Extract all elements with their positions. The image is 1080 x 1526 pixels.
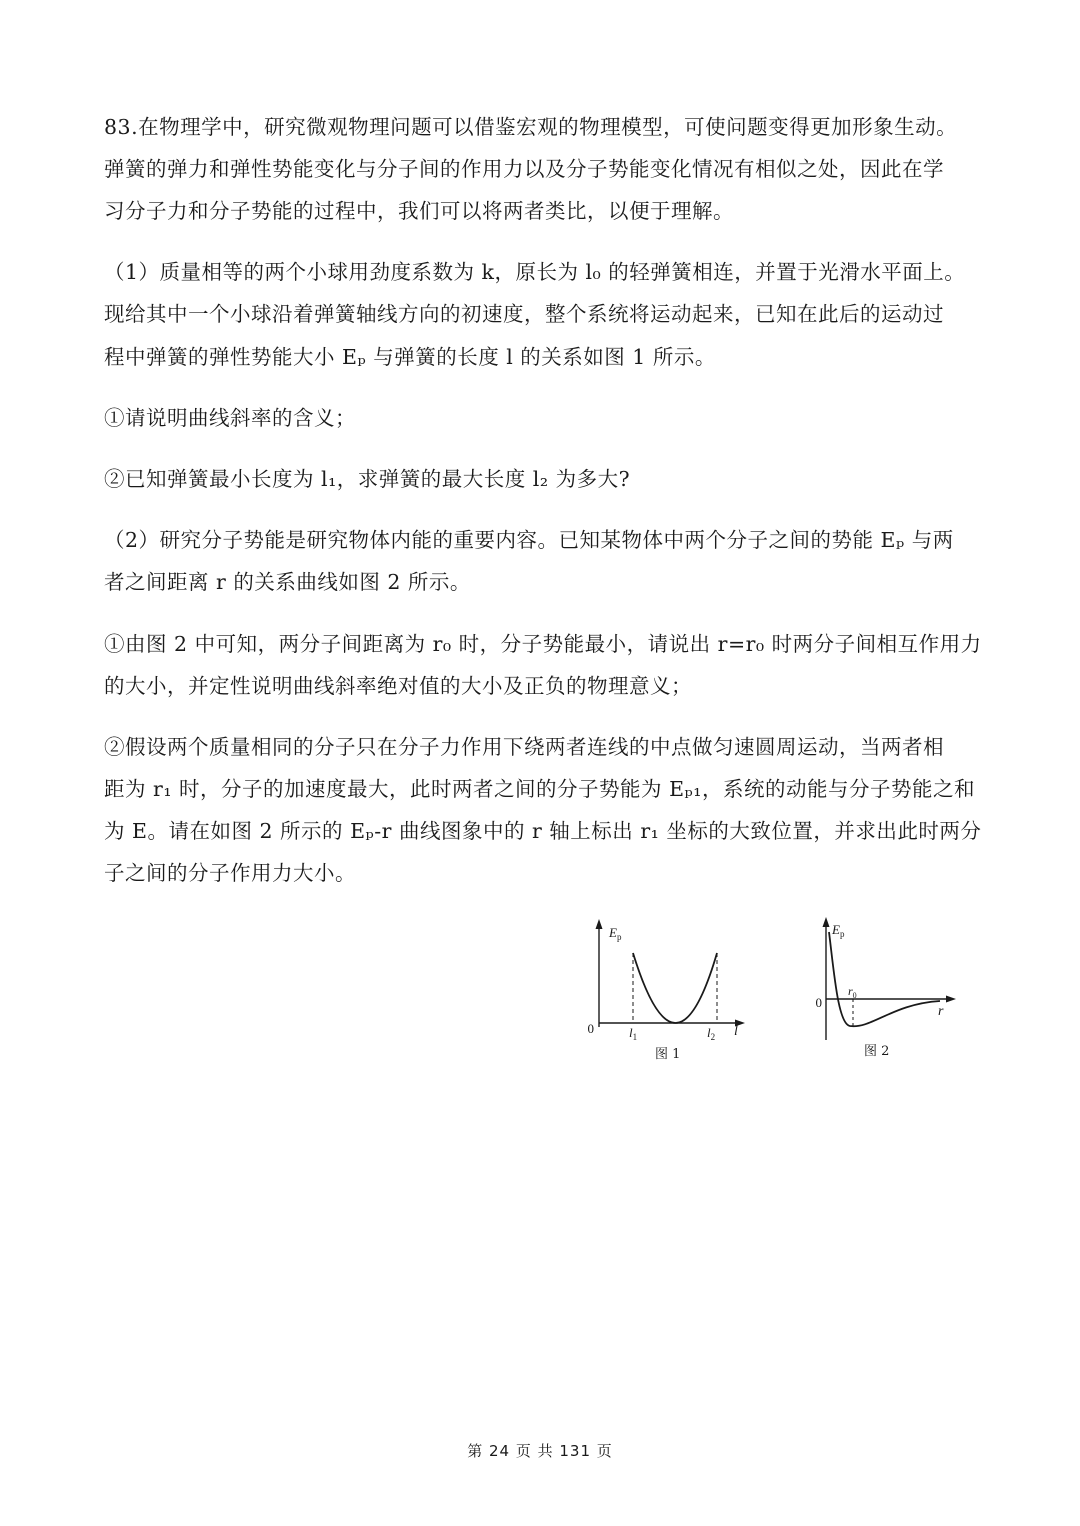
figure-1-tick-l1: $l_1$ xyxy=(629,1025,638,1042)
part1-line-3: 程中弹簧的弹性势能大小 Eₚ 与弹簧的长度 l 的关系如图 1 所示。 xyxy=(104,345,716,369)
figure-2-origin: 0 xyxy=(815,995,822,1010)
figure-1 xyxy=(585,915,760,1070)
figure-2-x-label: r xyxy=(938,1004,944,1019)
figure-2-graph xyxy=(810,912,970,1062)
part2-question-2-line-1: ②假设两个质量相同的分子只在分子力作用下绕两者连线的中点做匀速圆周运动，当两者相 xyxy=(104,735,944,759)
figure-2-marker-r0-sub: 0 xyxy=(852,991,857,1000)
part2-question-1-line-1: ①由图 2 中可知，两分子间距离为 r₀ 时，分子势能最小，请说出 r=r₀ 时两分子间相互作用力 xyxy=(104,632,982,656)
figure-2 xyxy=(810,912,970,1062)
figure-2-y-label: $E_p$ xyxy=(832,922,845,939)
figure-1-y-label-sub: p xyxy=(616,932,622,942)
figure-1-tick-l2: $l_2$ xyxy=(707,1025,716,1042)
part2-line-1: （2）研究分子势能是研究物体内能的重要内容。已知某物体中两个分子之间的势能 Eₚ 与两 xyxy=(104,528,954,552)
figure-1-tick-l1-sub: 1 xyxy=(632,1032,638,1042)
figure-2-caption: 图 2 xyxy=(864,1044,890,1059)
intro-line-2: 弹簧的弹力和弹性势能变化与分子间的作用力以及分子势能变化情况有相似之处，因此在学 xyxy=(104,157,944,181)
figure-2-curve xyxy=(829,932,940,1026)
figure-2-y-arrow xyxy=(823,917,830,927)
figure-2-x-arrow xyxy=(946,996,956,1003)
figure-1-tick-l2-sub: 2 xyxy=(710,1032,716,1042)
page-footer: 第 24 页 共 131 页 xyxy=(467,1442,613,1460)
figure-1-y-label: $E_p$ xyxy=(609,925,622,942)
part1-question-2: ②已知弹簧最小长度为 l₁，求弹簧的最大长度 l₂ 为多大? xyxy=(104,467,631,491)
figure-1-y-arrow xyxy=(596,919,603,929)
part2-question-2-line-4: 子之间的分子作用力大小。 xyxy=(104,861,356,885)
intro-line-1: 83.在物理学中，研究微观物理问题可以借鉴宏观的物理模型，可使问题变得更加形象生动。 xyxy=(104,115,958,139)
part2-line-2: 者之间距离 r 的关系曲线如图 2 所示。 xyxy=(104,570,471,594)
figure-1-origin: 0 xyxy=(587,1021,594,1036)
figure-1-x-label: l xyxy=(734,1024,738,1039)
part1-line-2: 现给其中一个小球沿着弹簧轴线方向的初速度，整个系统将运动起来，已知在此后的运动过 xyxy=(104,302,944,326)
part1-line-1: （1）质量相等的两个小球用劲度系数为 k，原长为 l₀ 的轻弹簧相连，并置于光滑水平面上。 xyxy=(104,260,966,284)
figure-1-curve xyxy=(633,953,717,1023)
figure-1-caption: 图 1 xyxy=(655,1047,681,1062)
part1-question-1: ①请说明曲线斜率的含义； xyxy=(104,406,356,430)
figure-2-y-label-sub: p xyxy=(839,929,845,939)
part2-question-2-line-3: 为 E。请在如图 2 所示的 Eₚ-r 曲线图象中的 r 轴上标出 r₁ 坐标的大致位置，并求出此时两分 xyxy=(104,819,982,843)
part2-question-2-line-2: 距为 r₁ 时，分子的加速度最大，此时两者之间的分子势能为 Eₚ₁，系统的动能与分子势能之和 xyxy=(104,777,975,801)
part2-question-1-line-2: 的大小，并定性说明曲线斜率绝对值的大小及正负的物理意义； xyxy=(104,674,692,698)
intro-line-3: 习分子力和分子势能的过程中，我们可以将两者类比，以便于理解。 xyxy=(104,199,734,223)
figure-2-marker-r0: $r_0$ xyxy=(848,984,857,1000)
